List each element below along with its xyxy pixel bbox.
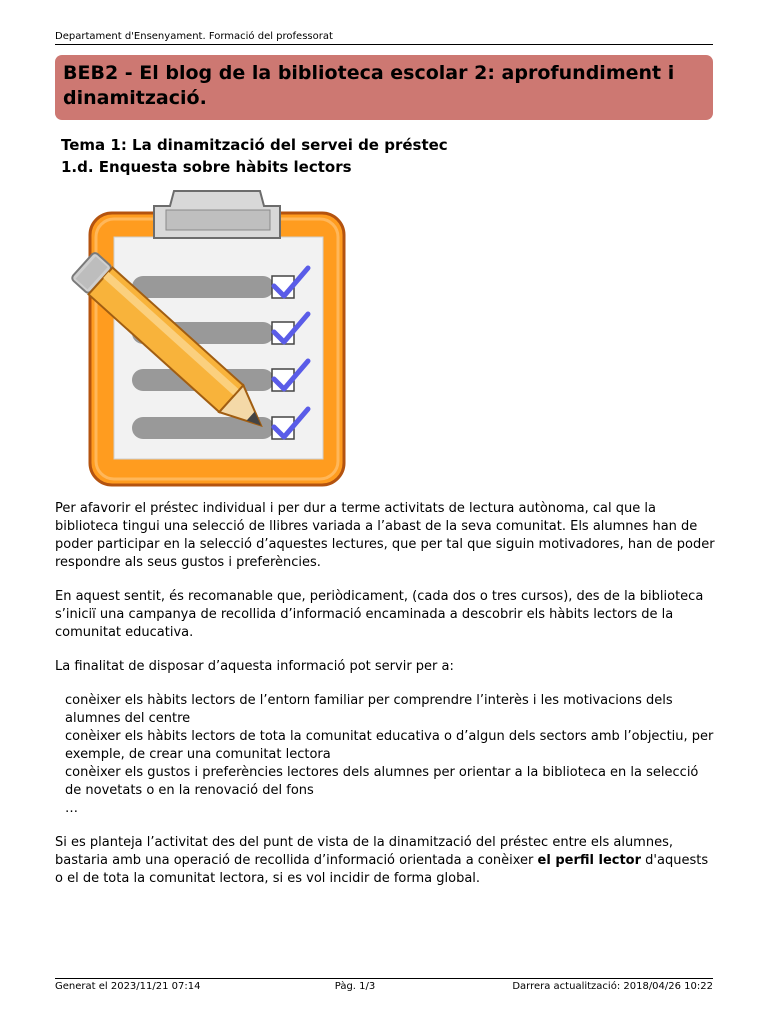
paragraph-campaign: En aquest sentit, és recomanable que, periòdicament, (cada dos o tres cursos), des de la biblioteca s’iniciï una campanya de recollida d’informació encaminada a descobrir els hàbits lectors de la comunitat educativa. — [55, 589, 704, 640]
page-title: BEB2 - El blog de la biblioteca escolar 2: aprofundiment i dinamització. — [63, 62, 675, 109]
footer-divider — [55, 978, 713, 979]
list-item: … — [65, 801, 78, 816]
paragraph-conclusion — [55, 834, 717, 888]
title-banner — [55, 55, 713, 120]
clipboard-checklist-pencil-icon — [52, 188, 352, 490]
list-item: conèixer els hàbits lectors de tota la comunitat educativa o d’algun dels sectors amb l’objectiu, per exemple, de crear una comunitat lectora — [65, 729, 714, 762]
generated-date: Generat el 2023/11/21 07:14 — [55, 981, 201, 992]
conclusion-text-start: Si es planteja l’activitat des del punt de vista de la dinamització del préstec entre els alumnes, bastaria amb una operació de recollida d’informació orientada a conèixer — [55, 835, 673, 868]
reader-profile-emphasis: el perfil lector — [537, 853, 642, 868]
page-header: Departament d'Ensenyament. Formació del professorat — [55, 31, 333, 42]
conclusion-text-end: d'aquests o el de tota la comunitat lectora, si es vol incidir de forma global. — [55, 853, 709, 886]
paragraph-intro: Per afavorir el préstec individual i per dur a terme activitats de lectura autònoma, cal que la biblioteca tingui una selecció de llibres variada a l’abast de la seva comunitat. Els alumnes han de poder participar en la selecció d’aquestes lectures, que per tal que siguin motivadores, han de poder respondre als seus gustos i preferències. — [55, 501, 715, 570]
purpose-list — [55, 692, 717, 818]
header-divider — [55, 44, 713, 45]
last-updated: Darrera actualització: 2018/04/26 10:22 — [512, 981, 713, 992]
paragraph-purpose: La finalitat de disposar d’aquesta informació pot servir per a: — [55, 659, 454, 674]
body-content — [55, 500, 717, 904]
list-item: conèixer els gustos i preferències lectores dels alumnes per orientar a la biblioteca en la selecció de novetats o en la renovació del fons — [65, 765, 699, 798]
page-number: Pàg. 1/3 — [334, 981, 376, 992]
page-footer — [55, 980, 713, 994]
theme-title: Tema 1: La dinamització del servei de préstec — [61, 136, 448, 154]
topic-heading — [61, 134, 448, 178]
list-item: conèixer els hàbits lectors de l’entorn familiar per comprendre l’interès i les motivacions dels alumnes del centre — [65, 693, 673, 726]
section-title: 1.d. Enquesta sobre hàbits lectors — [61, 158, 352, 176]
